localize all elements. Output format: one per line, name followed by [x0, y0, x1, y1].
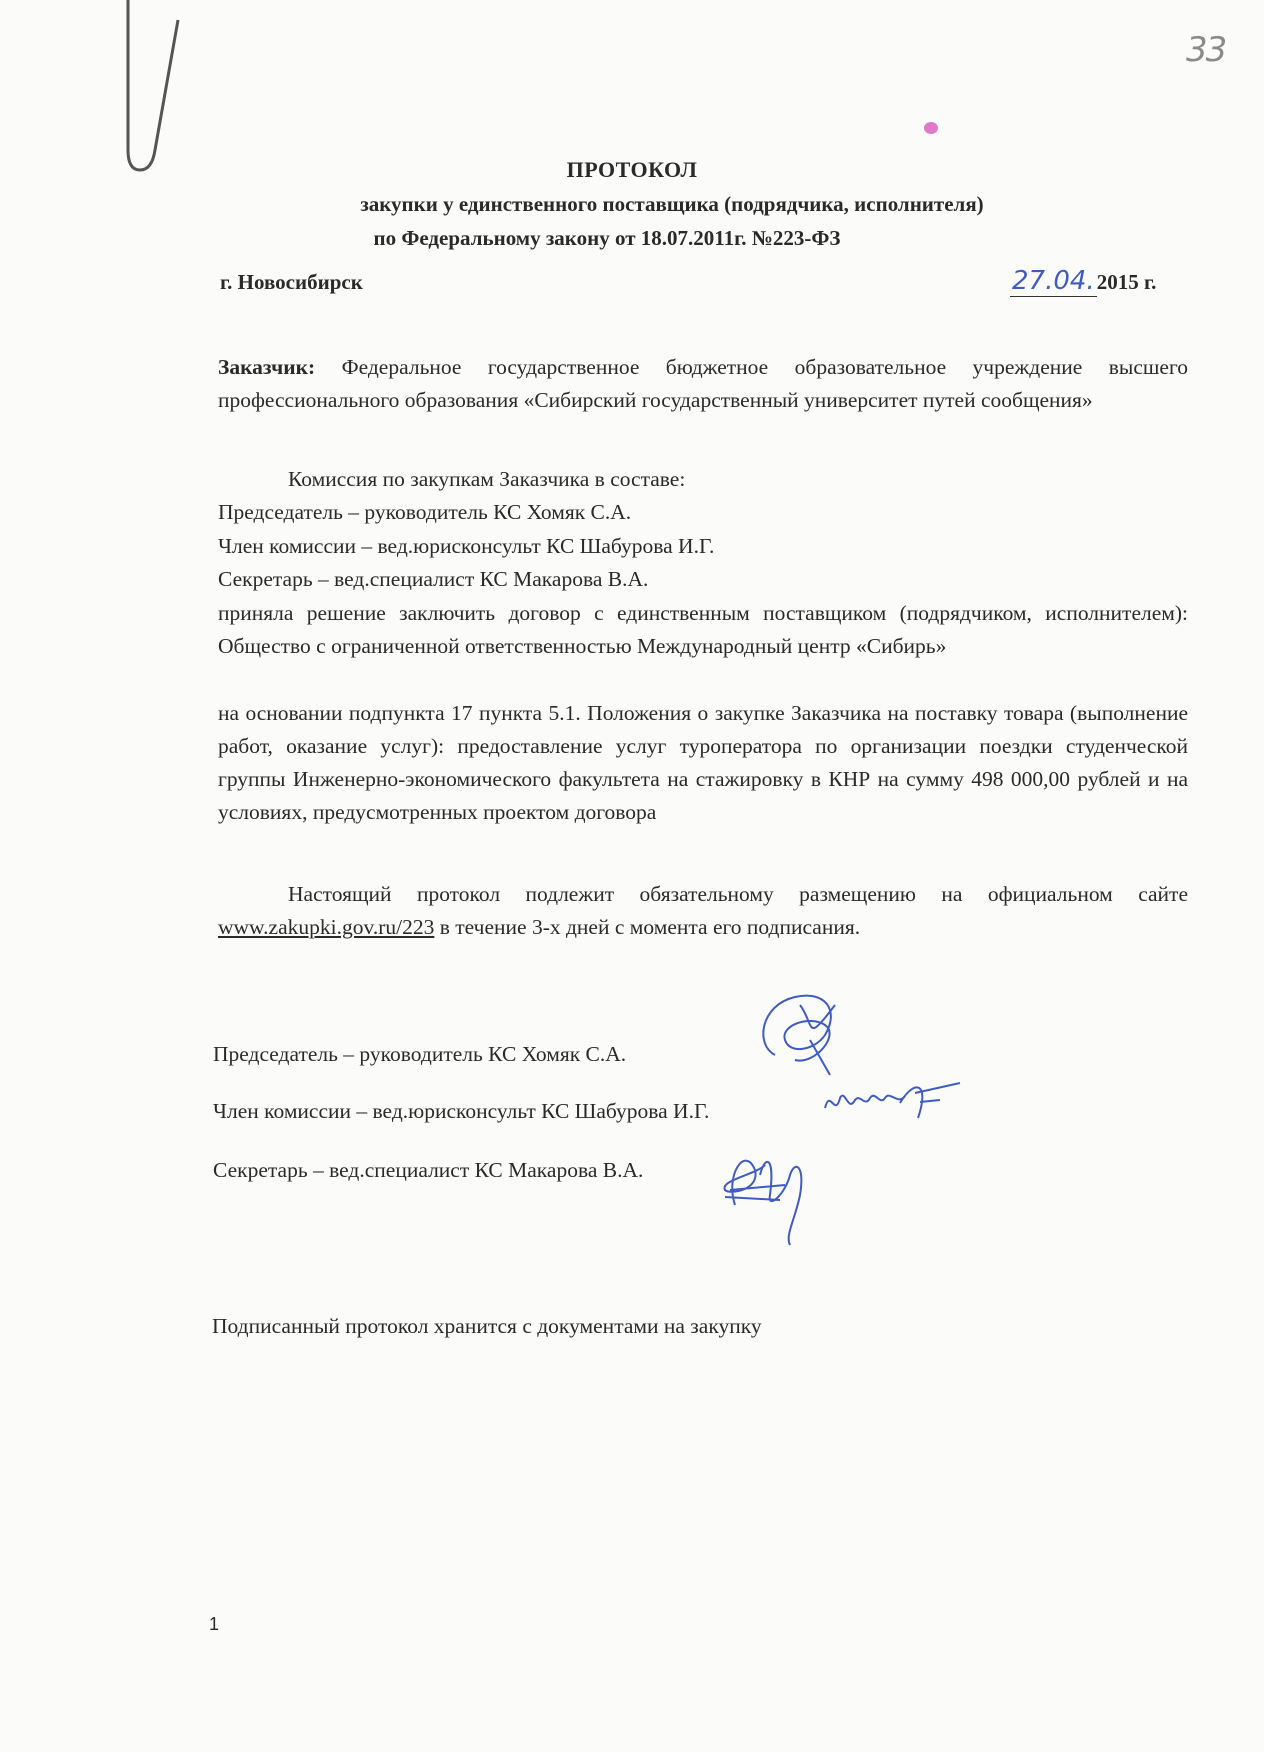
commission-member: Член комиссии – вед.юрисконсульт КС Шабурова И.Г.	[218, 534, 715, 558]
city: г. Новосибирск	[220, 270, 363, 294]
storage-note: Подписанный протокол хранится с документами на закупку	[212, 1314, 762, 1338]
commission-secretary: Секретарь – вед.специалист КС Макарова В.А.	[218, 567, 649, 591]
customer-label: Заказчик:	[218, 355, 316, 379]
signature-chair	[755, 985, 865, 1085]
publication-prefix: Настоящий протокол подлежит обязательному размещению на официальном сайте	[288, 882, 1188, 906]
document-title: ПРОТОКОЛ	[566, 157, 698, 182]
publication-suffix: в течение 3-х дней с момента его подписания.	[434, 915, 861, 939]
zakupki-link[interactable]: www.zakupki.gov.ru/223	[218, 915, 435, 939]
signature-line-secretary: Секретарь – вед.специалист КС Макарова В.А.	[213, 1158, 644, 1182]
customer-paragraph	[218, 351, 1188, 417]
date-year: 2015 г.	[1096, 270, 1157, 294]
customer-text: Федеральное государственное бюджетное образовательное учреждение высшего профессионального образования «Сибирский государственный университет путей сообщения»	[218, 355, 1189, 412]
document-subtitle-line2: по Федеральному закону от 18.07.2011г. №223-ФЗ	[373, 226, 841, 250]
document-subtitle-line1: закупки у единственного поставщика (подрядчика, исполнителя)	[360, 192, 984, 216]
decision-paragraph: приняла решение заключить договор с единственным поставщиком (подрядчиком, исполнителем): Общество с ограниченной ответственностью Международный центр «Сибирь»	[218, 601, 1188, 658]
commission-chair: Председатель – руководитель КС Хомяк С.А.	[218, 500, 632, 524]
signature-line-chair: Председатель – руководитель КС Хомяк С.А.	[213, 1042, 627, 1066]
paper-clip-mark	[120, 0, 190, 175]
handwritten-date: 27.04.	[1012, 266, 1095, 296]
document-date	[1010, 266, 1156, 296]
signature-member	[820, 1078, 970, 1128]
signature-line-member: Член комиссии – вед.юрисконсульт КС Шабурова И.Г.	[213, 1099, 710, 1123]
corner-page-number: 33	[1186, 30, 1226, 70]
pink-dot	[924, 122, 938, 134]
publication-paragraph	[218, 878, 1188, 944]
page-number: 1	[209, 1614, 220, 1634]
signature-secretary	[715, 1135, 825, 1250]
commission-intro: Комиссия по закупкам Заказчика в составе:	[288, 467, 686, 491]
basis-paragraph: на основании подпункта 17 пункта 5.1. Положения о закупке Заказчика на поставку товара (выполнение работ, оказание услуг): предоставление услуг туроператора по организации поездки студенческой группы Инженерно-экономического факультета на стажировку в КНР на сумму 498 000,00 рублей и на условиях, предусмотренных проектом договора	[218, 701, 1188, 824]
